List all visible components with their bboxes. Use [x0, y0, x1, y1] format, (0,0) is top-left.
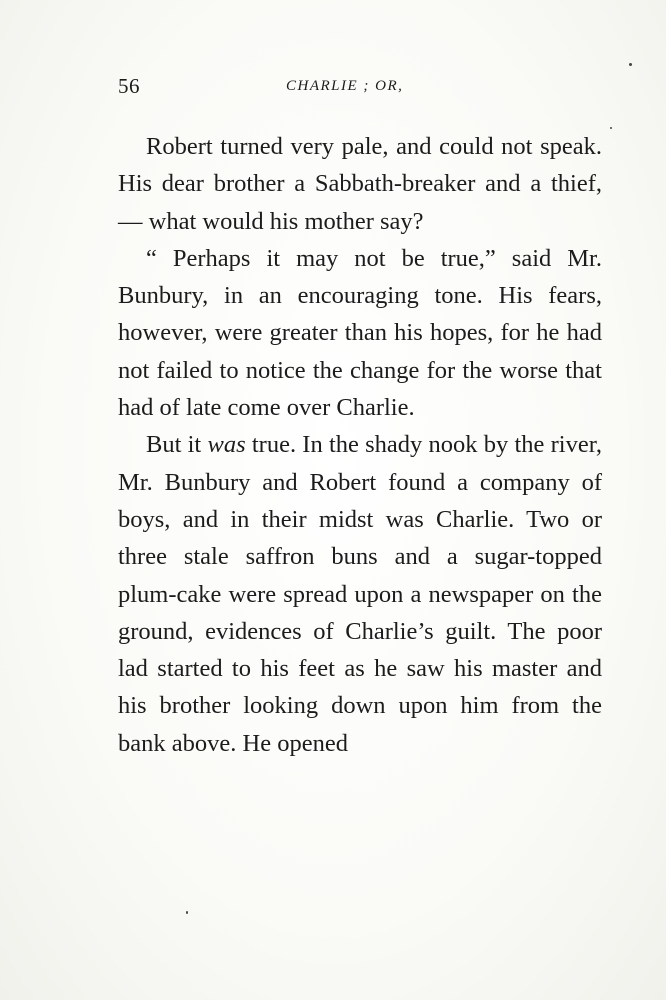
page-number: 56 [118, 74, 140, 98]
paragraph-1: Robert turned very pale, and could not speak. His dear brother a Sabbath-breaker and a thief, — what would his mother say? [118, 133, 602, 235]
paragraph-3-rest: true. In the shady nook by the river, Mr. Bunbury and Robert found a company of boys, and in their midst was Charlie. Two or three stale saffron buns and a sugar-topped plum-cake were spread upon a newspaper on the ground, evidences of Charlie’s guilt. The poor lad started to his feet as he saw his master and his brother looking down upon him from the bank above. He opened [118, 431, 602, 757]
body-text [118, 128, 602, 762]
paper-speck [610, 127, 612, 129]
page-header [118, 74, 596, 104]
paper-speck [629, 63, 632, 66]
running-head: CHARLIE ; OR, [286, 78, 404, 94]
paragraph-3 [118, 426, 602, 762]
paper-speck [186, 911, 188, 914]
emphasis-word: was [207, 431, 246, 459]
paragraph-2: “ Perhaps it may not be true,” said Mr. Bunbury, in an encouraging tone. His fears, however, were greater than his hopes, for he had not failed to notice the change for the worse that had of late come over Charlie. [118, 244, 602, 422]
paragraph-3-start: But it [146, 431, 208, 459]
